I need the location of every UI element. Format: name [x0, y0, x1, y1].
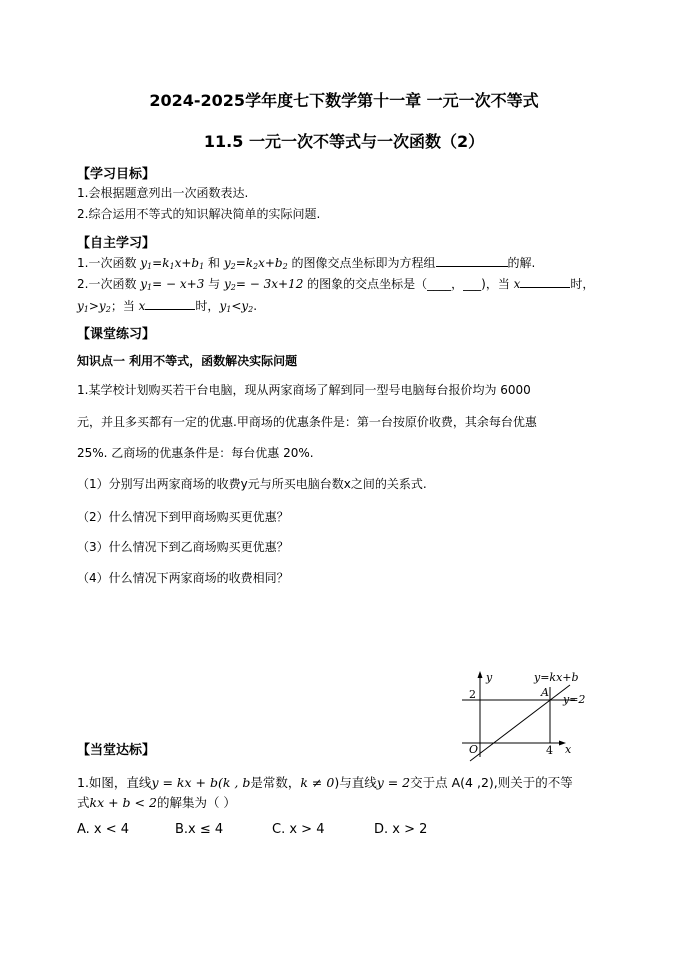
sub-question-2: （2）什么情况下到甲商场购买更优惠？	[77, 510, 289, 524]
self-study-q1: 1.一次函数 $y_1=k_1x+b_1$ 和 $y_2=k_2x+b_2$ 的图像交点坐标即为方程组 的解.	[77, 256, 536, 271]
y-tick-label: 2	[469, 688, 476, 701]
x-tick-label: 4	[546, 744, 553, 757]
objective-2: 2.综合运用不等式的知识解决简单的实际问题.	[77, 207, 321, 221]
line-equation-label: y=kx+b	[534, 671, 579, 684]
practice-heading: 【课堂练习】	[77, 327, 156, 342]
sub-question-1: （1）分别写出两家商场的收费y元与所买电脑台数x之间的关系式.	[77, 477, 427, 491]
self-study-q2: 2.一次函数 $y_1= - x+3$ 与 $y_2= - 3x+12$ 的图象的交点坐标是（____，___)，当 x 时，	[77, 277, 595, 292]
objective-1: 1.会根据题意列出一次函数表达.	[77, 186, 249, 200]
q2-func2: $y_2= - 3x+12$	[223, 277, 304, 292]
q2-blank-1[interactable]	[520, 276, 570, 288]
assessment-q1-line1: 1.如图，直线y = kx + b(k , b是常数，k ≠ 0)与直线y = 2交于点 A(4 ,2),则关于的不等	[77, 775, 573, 790]
q2-blank-2[interactable]	[145, 298, 195, 310]
line-y-kx-b	[470, 685, 570, 761]
origin-label: O	[469, 743, 479, 756]
option-c[interactable]: C. x > 4	[272, 822, 325, 837]
problem-1-line3: 25%. 乙商场的优惠条件是：每台优惠 20%.	[77, 446, 314, 460]
q2-end: 时，	[570, 277, 595, 291]
q2-mid: 的图象的交点坐标是（____，___)，当	[303, 277, 514, 291]
q1-answer-blank[interactable]	[436, 255, 508, 267]
objectives-heading: 【学习目标】	[77, 167, 156, 182]
option-d[interactable]: D. x > 2	[374, 822, 428, 837]
knowledge-point: 知识点一 利用不等式，函数解决实际问题	[77, 354, 298, 368]
lesson-title: 11.5 一元一次不等式与一次函数（2）	[203, 132, 485, 151]
q2-pre: 2.一次函数	[77, 277, 141, 291]
q1-func1: $y_1=k_1x+b_1$	[140, 256, 205, 271]
q1-mid: 的图像交点坐标即为方程组	[287, 256, 436, 270]
q1-end: 的解.	[507, 256, 536, 270]
q1-func2: $y_2=k_2x+b_2$	[223, 256, 288, 271]
y-axis-arrow	[478, 671, 483, 678]
function-graph	[440, 665, 600, 765]
assessment-q1-line2: 式kx + b < 2的解集为（ ）	[77, 795, 236, 810]
q1-pre: 1.一次函数	[77, 256, 141, 270]
q2-func1: $y_1= - x+3$	[140, 277, 205, 292]
x-axis-label: x	[565, 743, 572, 756]
problem-1-line1: 1.某学校计划购买若干台电脑，现从两家商场了解到同一型号电脑每台报价均为 6000	[77, 383, 531, 397]
hline-equation-label: y=2	[563, 693, 586, 706]
y-axis-label: y	[486, 671, 493, 684]
option-b[interactable]: B.x ≤ 4	[175, 822, 224, 837]
document-title: 2024-2025学年度七下数学第十一章 一元一次不等式	[149, 91, 539, 110]
sub-question-3: （3）什么情况下到乙商场购买更优惠？	[77, 540, 289, 554]
assessment-heading: 【当堂达标】	[77, 743, 156, 758]
option-a[interactable]: A. x < 4	[77, 822, 130, 837]
self-study-q2-line2: $y_1>y_2$；当 x 时，$y_1<y_2$.	[77, 299, 258, 314]
self-study-heading: 【自主学习】	[77, 236, 156, 251]
problem-1-line2: 元，并且多买都有一定的优惠.甲商场的优惠条件是：第一台按原价收费，其余每台优惠	[77, 415, 537, 429]
sub-question-4: （4）什么情况下两家商场的收费相同？	[77, 571, 289, 585]
point-a-label: A	[541, 686, 549, 699]
